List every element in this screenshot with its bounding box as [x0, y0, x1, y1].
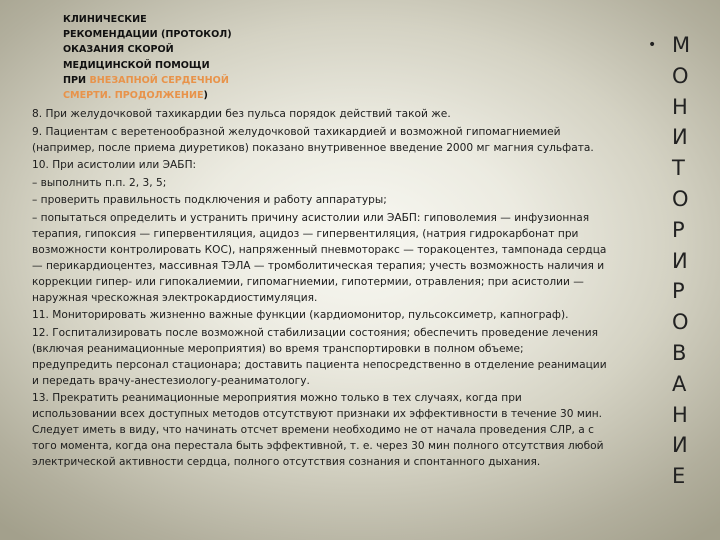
paragraph-8: 8. При желудочковой тахикардии без пульса порядок действий такой же. [32, 108, 451, 120]
paragraph-10: 10. При асистолии или ЭАБП: [32, 159, 197, 171]
title-line-1: КЛИНИЧЕСКИЕ [63, 14, 147, 25]
vertical-letter: Р [672, 217, 685, 242]
vertical-letter: О [672, 310, 689, 335]
paragraph-10-item-3: – попытаться определить и устранить причину асистолии или ЭАБП: гиповолемия — инфузионная терапия, гипоксия — гипервентиляция, ацидоз — гипервентиляция, (натрия гидрокарбонат при возможности контролировать КОС), напряженный пневмоторакс — торакоцентез, тампонада сердца — перикардиоцентез, массивная ТЭЛА — тромболитическая терапия; учесть возможность наличия и коррекции гипер- или гипокалиемии, гипомагниемии, гипотермии, отравления; при асистолии — наружная чрескожная электрокардиостимуляция. [32, 211, 607, 304]
vertical-letters [672, 30, 690, 492]
paragraph-11: 11. Мониторировать жизненно важные функции (кардиомонитор, пульсоксиметр, капнограф). [32, 309, 569, 321]
paragraph-12: 12. Госпитализировать после возможной стабилизации состояния; обеспечить проведение лечения (включая реанимационные мероприятия) во время транспортировки в полном объеме; предупредить персонал стационара; доставить пациента непосредственно в отделение реанимации и передать врачу-анестезиологу-реаниматологу. [32, 326, 607, 387]
vertical-letter: Т [672, 156, 685, 181]
vertical-letter: А [672, 371, 687, 396]
vertical-letter: О [672, 186, 689, 211]
vertical-letter: И [672, 125, 688, 150]
paragraph-9: 9. Пациентам с веретенообразной желудочковой тахикардией и возможной гипомагниемией (например, после приема диуретиков) показано внутривенное введение 2000 мг магния сульфата. [32, 125, 594, 154]
title-highlight-2: СМЕРТИ. ПРОДОЛЖЕНИЕ [63, 90, 204, 102]
vertical-letter: В [672, 340, 687, 365]
slide-title [63, 12, 273, 103]
vertical-letter: О [672, 63, 689, 88]
title-line-2: РЕКОМЕНДАЦИИ (ПРОТОКОЛ) [63, 29, 232, 41]
protocol-text [32, 106, 607, 472]
paragraph-10-item-1: – выполнить п.п. 2, 3, 5; [32, 176, 167, 189]
title-line-3: ОКАЗАНИЯ СКОРОЙ [63, 44, 174, 56]
paragraph-10-item-2: – проверить правильность подключения и работу аппаратуры; [32, 194, 387, 206]
title-line-6 [63, 88, 273, 103]
vertical-letter: Е [672, 464, 686, 489]
vertical-letter: Р [672, 279, 685, 304]
vertical-letter: М [672, 33, 691, 57]
paragraph-13: 13. Прекратить реанимационные мероприятия можно только в тех случаях, когда при использовании всех доступных методов отсутствуют признаки их эффективности в течение 30 мин. Следует иметь в виду, что начинать отсчет времени необходимо не от начала проведения СЛР, а с того момента, когда она перестала быть эффективной, т. е. через 30 мин полного отсутствия любой электрической активности сердца, полного отсутствия сознания и спонтанного дыхания. [32, 392, 604, 468]
title-line-4: МЕДИЦИНСКОЙ ПОМОЩИ [63, 59, 210, 71]
title-line-5-prefix: ПРИ [63, 74, 90, 86]
title-highlight-1: ВНЕЗАПНОЙ СЕРДЕЧНОЙ [89, 74, 229, 86]
title-line-6-suffix: ) [203, 90, 208, 102]
vertical-letter: И [672, 433, 688, 458]
vertical-letter: Н [672, 94, 688, 119]
vertical-letter: И [672, 248, 688, 273]
bullet-icon: • [648, 37, 657, 53]
title-line-5 [63, 73, 273, 88]
vertical-letter: Н [672, 402, 688, 427]
